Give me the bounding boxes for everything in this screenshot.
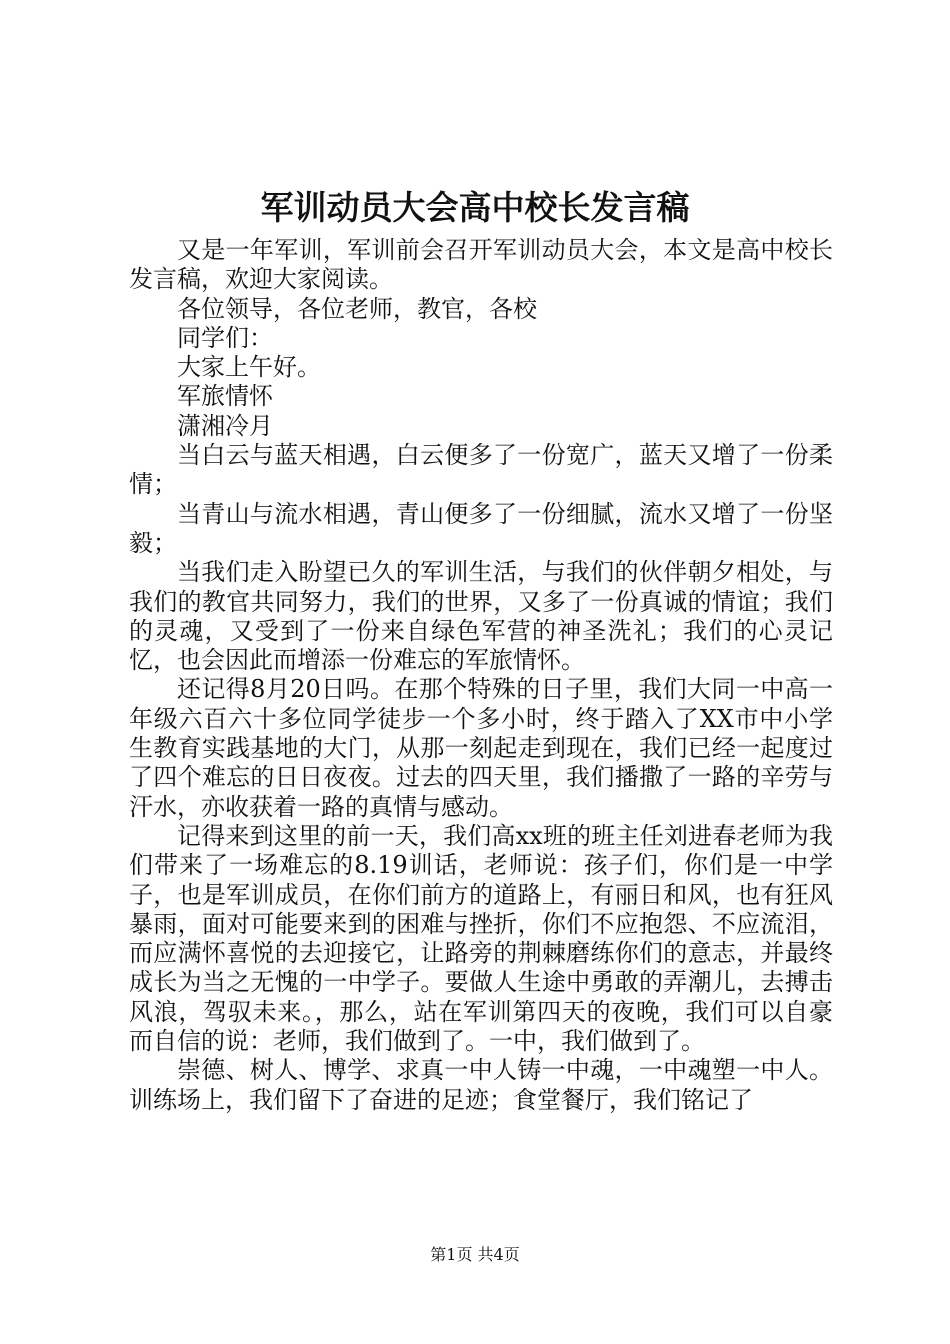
paragraph-teacher-talk: 记得来到这里的前一天，我们高xx班的班主任刘进春老师为我们带来了一场难忘的8.19训话，老师说：孩子们，你们是一中学子，也是军训成员，在你们前方的道路上，有丽日和风，也有狂风暴雨，面对可能要来到的困难与挫折，你们不应抱怨、不应流泪，而应满怀喜悦的去迎接它，让路旁的荆棘磨练你们的意志，并最终成长为当之无愧的一中学子。要做人生途中勇敢的弄潮儿，去搏击风浪，驾驭未来。，那么，站在军训第四天的夜晚，我们可以自豪而自信的说：老师，我们做到了。一中，我们做到了。 xyxy=(129,821,833,1056)
paragraph-greeting: 大家上午好。 xyxy=(177,353,321,382)
page-footer: 第1页 共4页 xyxy=(430,1245,520,1264)
paragraph-intro: 又是一年军训，军训前会召开军训动员大会，本文是高中校长发言稿，欢迎大家阅读。 xyxy=(129,236,833,294)
paragraph-speech-title: 军旅情怀 xyxy=(177,382,273,411)
document-title: 军训动员大会高中校长发言稿 xyxy=(260,188,690,227)
paragraph-military-life: 当我们走入盼望已久的军训生活，与我们的伙伴朝夕相处，与我们的教官共同努力，我们的世界，又多了一份真诚的情谊；我们的灵魂，又受到了一份来自绿色军营的神圣洗礼；我们的心灵记忆，也会因此而增添一份难忘的军旅情怀。 xyxy=(129,558,833,675)
paragraph-salutation: 各位领导，各位老师，教官，各校 xyxy=(177,294,537,323)
paragraph-clouds: 当白云与蓝天相遇，白云便多了一份宽广，蓝天又增了一份柔情； xyxy=(129,441,833,499)
paragraph-mountains: 当青山与流水相遇，青山便多了一份细腻，流水又增了一份坚毅； xyxy=(129,499,833,557)
paragraph-school-motto: 崇德、树人、博学、求真一中人铸一中魂，一中魂塑一中人。训练场上，我们留下了奋进的足迹；食堂餐厅，我们铭记了 xyxy=(129,1056,833,1114)
document-body xyxy=(129,236,833,1115)
paragraph-august-20: 还记得8月20日吗。在那个特殊的日子里，我们大同一中高一年级六百六十多位同学徒步一个多小时，终于踏入了XX市中小学生教育实践基地的大门，从那一刻起走到现在，我们已经一起度过了四个难忘的日日夜夜。过去的四天里，我们播撒了一路的辛劳与汗水，亦收获着一路的真情与感动。 xyxy=(129,675,833,821)
paragraph-author: 潇湘冷月 xyxy=(177,411,273,440)
paragraph-salutation-students: 同学们： xyxy=(177,323,273,352)
